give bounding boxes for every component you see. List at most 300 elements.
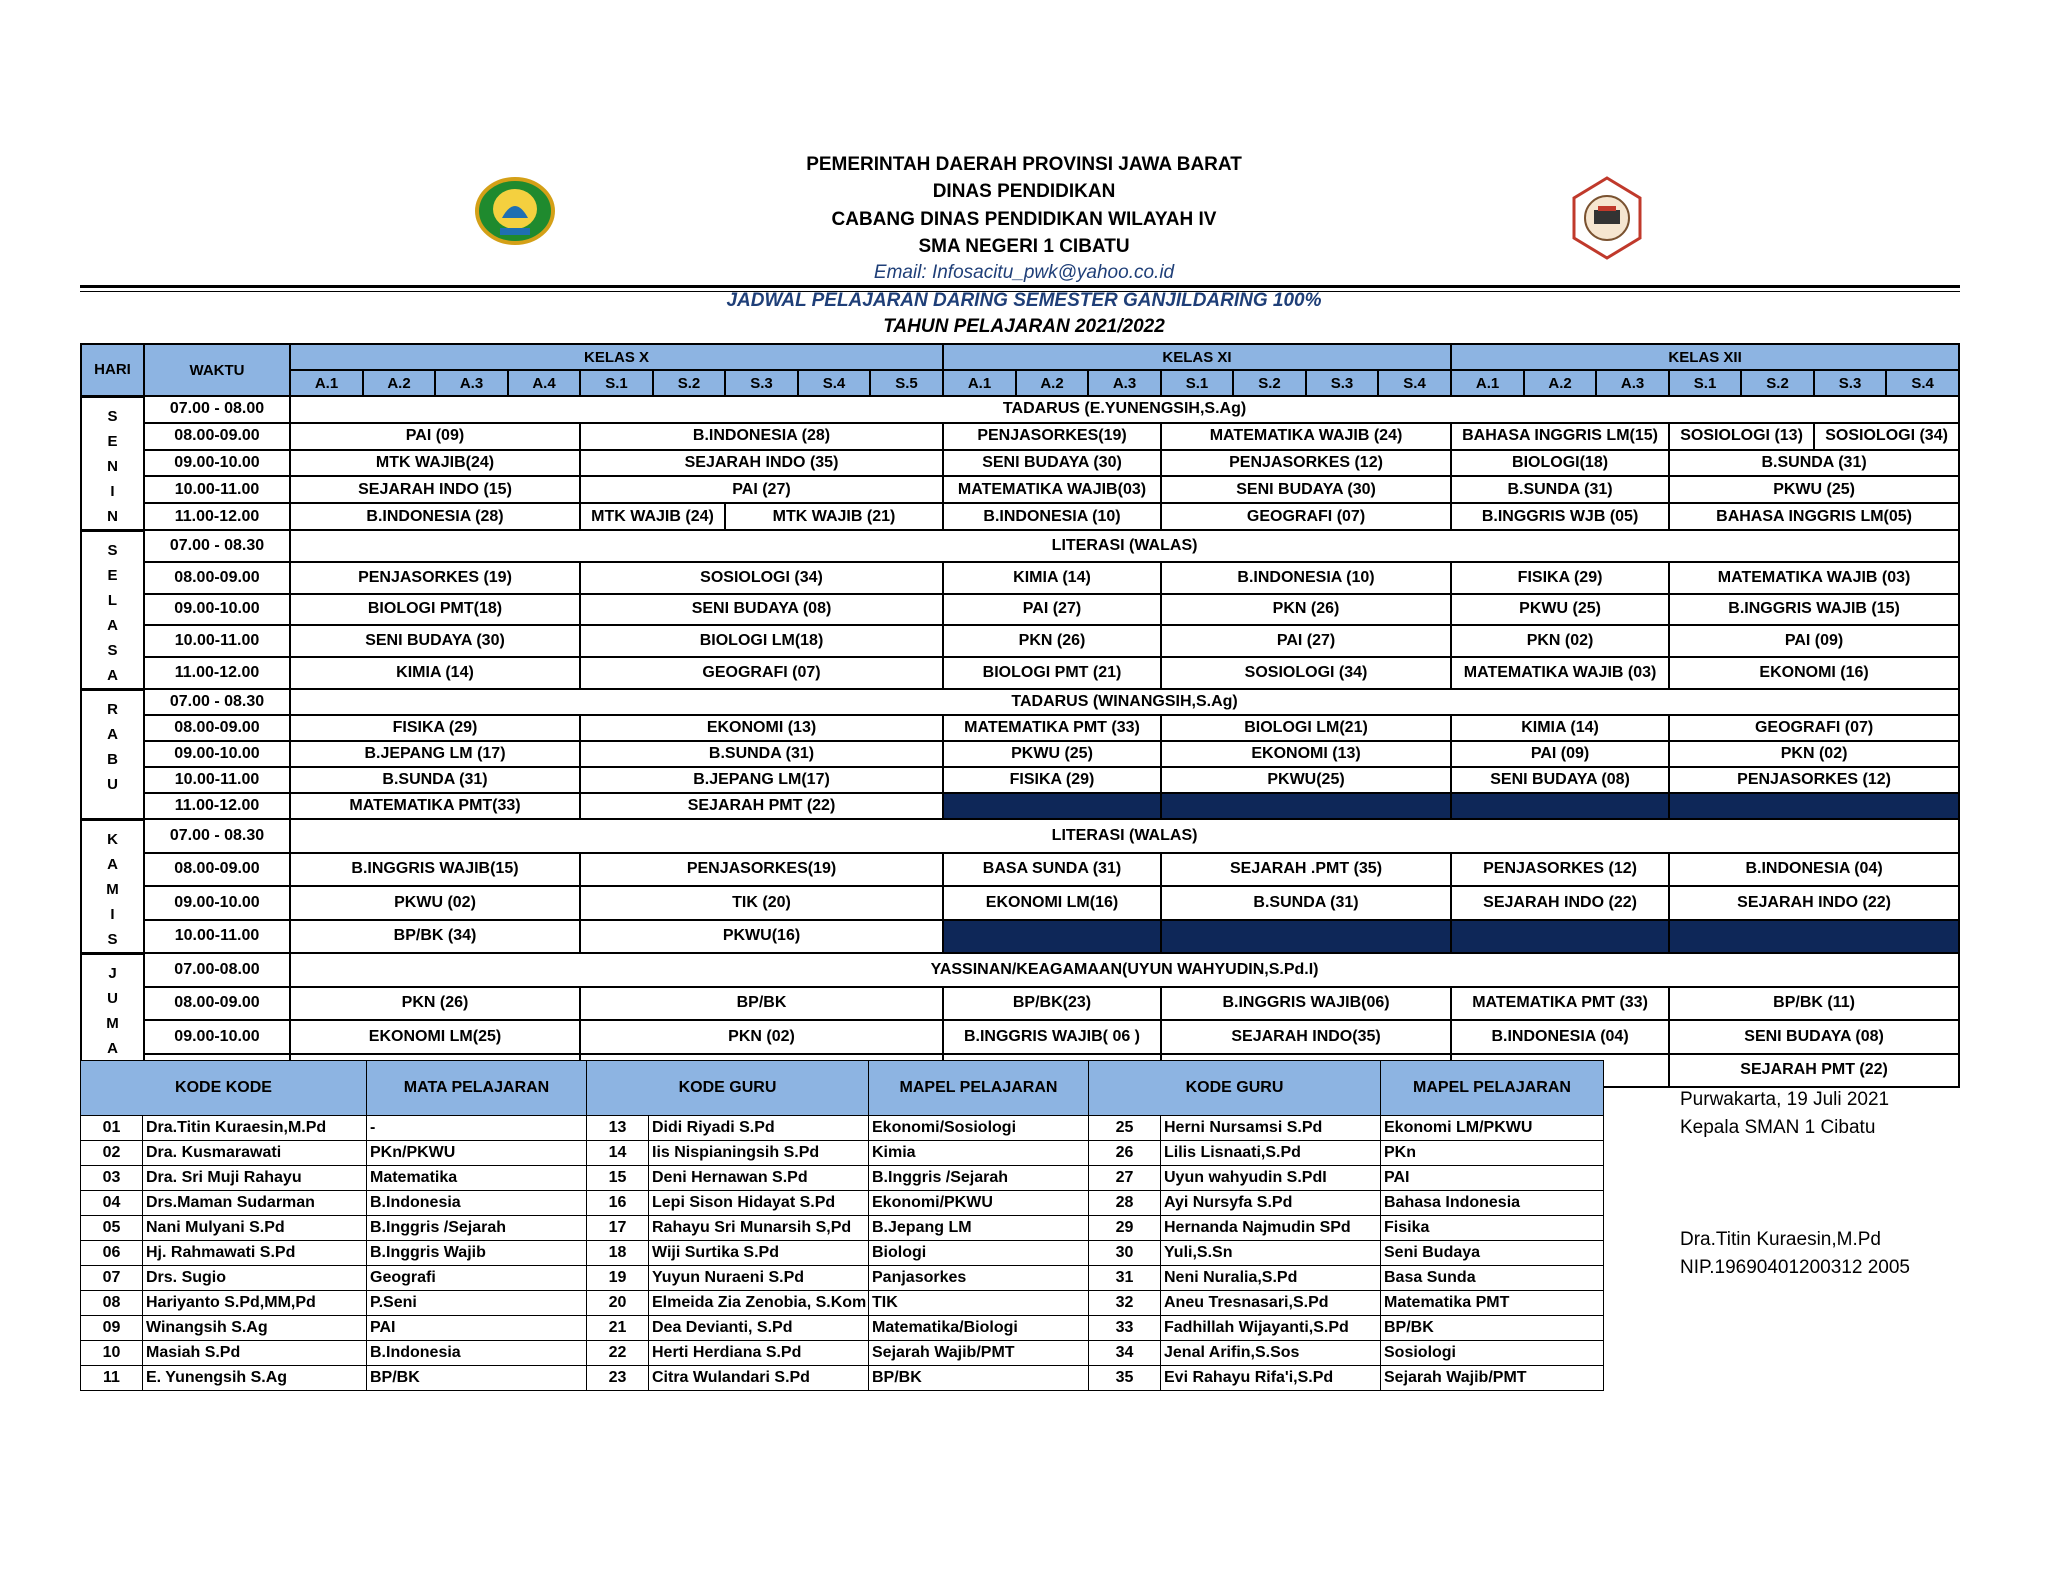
schedule-row <box>81 886 1959 920</box>
teacher-name: Fadhillah Wijayanti,S.Pd <box>1161 1316 1381 1341</box>
schedule-row <box>81 423 1959 450</box>
schedule-row <box>81 594 1959 626</box>
class-header: S.1 <box>1161 370 1233 396</box>
subject-name: Panjasorkes <box>869 1266 1089 1291</box>
subject-cell: EKONOMI (13) <box>1161 741 1451 767</box>
teacher-code-table <box>80 1060 1604 1391</box>
day-letter: S <box>107 930 118 948</box>
subject-cell: MATEMATIKA PMT(33) <box>290 793 580 819</box>
subject-cell: PKN (02) <box>1451 625 1669 657</box>
time-slot: 10.00-11.00 <box>144 920 290 954</box>
day-letter: B <box>107 750 118 768</box>
subject-cell: BIOLOGI PMT (21) <box>943 657 1161 689</box>
schedule-row <box>81 450 1959 477</box>
code-row <box>81 1341 1604 1366</box>
subject-cell: MATEMATIKA WAJIB (24) <box>1161 423 1451 450</box>
day-letter: K <box>107 830 118 848</box>
subject-cell: PAI (27) <box>1161 625 1451 657</box>
code-table-header: MATA PELAJARAN <box>367 1061 587 1116</box>
time-slot: 10.00-11.00 <box>144 625 290 657</box>
col-header-waktu: WAKTU <box>144 344 290 396</box>
teacher-name: Evi Rahayu Rifa'i,S.Pd <box>1161 1366 1381 1391</box>
subject-cell: PKN (02) <box>580 1020 943 1054</box>
subject-name: Fisika <box>1381 1216 1604 1241</box>
schedule-row <box>81 953 1959 987</box>
time-slot: 09.00-10.00 <box>144 1020 290 1054</box>
time-slot: 07.00 - 08.30 <box>144 530 290 562</box>
class-header: S.2 <box>1233 370 1306 396</box>
class-header: S.4 <box>798 370 870 396</box>
class-group-header: KELAS XII <box>1451 344 1959 370</box>
schedule-row <box>81 819 1959 853</box>
day-letter: U <box>107 989 118 1007</box>
subject-cell: MATEMATIKA WAJIB (03) <box>1451 657 1669 689</box>
subject-name: Ekonomi/PKWU <box>869 1191 1089 1216</box>
teacher-code: 35 <box>1089 1366 1161 1391</box>
subject-name: PAI <box>1381 1166 1604 1191</box>
subject-cell: MTK WAJIB(24) <box>290 450 580 477</box>
time-slot: 07.00 - 08.00 <box>144 396 290 423</box>
class-header: S.3 <box>725 370 798 396</box>
teacher-code: 19 <box>587 1266 649 1291</box>
schedule-row <box>81 715 1959 741</box>
time-slot: 11.00-12.00 <box>144 657 290 689</box>
teacher-name: Ayi Nursyfa S.Pd <box>1161 1191 1381 1216</box>
subject-cell: PENJASORKES(19) <box>580 853 943 887</box>
schedule-row <box>81 741 1959 767</box>
subject-cell: B.INGGRIS WAJIB( 06 ) <box>943 1020 1161 1054</box>
subject-name: B.Inggris Wajib <box>367 1241 587 1266</box>
day-letter: E <box>107 432 118 450</box>
time-slot: 07.00-08.00 <box>144 953 290 987</box>
subject-cell: B.SUNDA (31) <box>290 767 580 793</box>
subject-cell: SENI BUDAYA (08) <box>1451 767 1669 793</box>
subject-cell: KIMIA (14) <box>290 657 580 689</box>
subject-cell: MATEMATIKA PMT (33) <box>1451 987 1669 1021</box>
code-table-header: MAPEL PELAJARAN <box>869 1061 1089 1116</box>
schedule-table <box>80 343 1960 1089</box>
subject-cell: SOSIOLOGI (34) <box>1814 423 1959 450</box>
class-header: A.2 <box>1524 370 1596 396</box>
teacher-code: 25 <box>1089 1116 1161 1141</box>
teacher-code: 14 <box>587 1141 649 1166</box>
schedule-title: JADWAL PELAJARAN DARING SEMESTER GANJILDARING 100% <box>726 290 1322 311</box>
class-header: A.3 <box>1088 370 1161 396</box>
subject-name: PKn <box>1381 1141 1604 1166</box>
teacher-code: 02 <box>81 1141 143 1166</box>
subject-cell: B.INGGRIS WAJIB(15) <box>290 853 580 887</box>
subject-cell: PKN (26) <box>1161 594 1451 626</box>
subject-cell <box>1669 920 1959 954</box>
subject-cell: GEOGRAFI (07) <box>1669 715 1959 741</box>
subject-cell: FISIKA (29) <box>1451 562 1669 594</box>
subject-cell: EKONOMI LM(25) <box>290 1020 580 1054</box>
day-letter: I <box>110 482 115 500</box>
header-rule-thick <box>80 285 1960 288</box>
teacher-name: Uyun wahyudin S.PdI <box>1161 1166 1381 1191</box>
code-row <box>81 1291 1604 1316</box>
teacher-name: Drs.Maman Sudarman <box>143 1191 367 1216</box>
teacher-name: Wiji Surtika S.Pd <box>649 1241 869 1266</box>
subject-cell: B.INGGRIS WAJIB(06) <box>1161 987 1451 1021</box>
subject-cell: SEJARAH PMT (22) <box>580 793 943 819</box>
teacher-code: 28 <box>1089 1191 1161 1216</box>
subject-name: - <box>367 1116 587 1141</box>
subject-cell: B.SUNDA (31) <box>1161 886 1451 920</box>
subject-cell <box>1669 793 1959 819</box>
teacher-code: 27 <box>1089 1166 1161 1191</box>
subject-name: TIK <box>869 1291 1089 1316</box>
subject-name: Ekonomi/Sosiologi <box>869 1116 1089 1141</box>
schedule-row <box>81 562 1959 594</box>
schedule-row <box>81 476 1959 503</box>
subject-cell: PENJASORKES (19) <box>290 562 580 594</box>
day-letter: A <box>107 725 118 743</box>
schedule-row <box>81 853 1959 887</box>
subject-cell: BAHASA INGGRIS LM(05) <box>1669 503 1959 530</box>
code-row <box>81 1366 1604 1391</box>
teacher-code: 16 <box>587 1191 649 1216</box>
signature-position: Kepala SMAN 1 Cibatu <box>1680 1117 1876 1138</box>
subject-name: B.Inggris /Sejarah <box>869 1166 1089 1191</box>
subject-cell: B.INDONESIA (04) <box>1451 1020 1669 1054</box>
subject-cell: BAHASA INGGRIS LM(15) <box>1451 423 1669 450</box>
subject-cell: B.INDONESIA (28) <box>580 423 943 450</box>
code-row <box>81 1141 1604 1166</box>
subject-cell: BIOLOGI PMT(18) <box>290 594 580 626</box>
teacher-code: 32 <box>1089 1291 1161 1316</box>
col-header-hari: HARI <box>81 344 144 396</box>
subject-cell: SOSIOLOGI (34) <box>1161 657 1451 689</box>
time-slot: 08.00-09.00 <box>144 562 290 594</box>
subject-cell: PENJASORKES (12) <box>1161 450 1451 477</box>
time-slot: 07.00 - 08.30 <box>144 689 290 715</box>
subject-cell: FISIKA (29) <box>290 715 580 741</box>
teacher-name: Dra. Kusmarawati <box>143 1141 367 1166</box>
class-header: A.3 <box>435 370 508 396</box>
day-letter: M <box>106 880 119 898</box>
subject-name: Sejarah Wajib/PMT <box>1381 1366 1604 1391</box>
subject-cell: B.SUNDA (31) <box>1451 476 1669 503</box>
subject-cell: PAI (27) <box>943 594 1161 626</box>
class-header: A.1 <box>1451 370 1524 396</box>
subject-cell: PAI (27) <box>580 476 943 503</box>
subject-cell: SOSIOLOGI (34) <box>580 562 943 594</box>
teacher-code: 11 <box>81 1366 143 1391</box>
day-letter: S <box>107 407 118 425</box>
teacher-code: 31 <box>1089 1266 1161 1291</box>
day-letter: L <box>107 591 118 609</box>
subject-cell: SEJARAH INDO (35) <box>580 450 943 477</box>
full-width-activity: YASSINAN/KEAGAMAAN(UYUN WAHYUDIN,S.Pd.I) <box>290 953 1959 987</box>
teacher-name: Hariyanto S.Pd,MM,Pd <box>143 1291 367 1316</box>
subject-cell: B.SUNDA (31) <box>580 741 943 767</box>
teacher-code: 13 <box>587 1116 649 1141</box>
schedule-row <box>81 767 1959 793</box>
teacher-name: Nani Mulyani S.Pd <box>143 1216 367 1241</box>
subject-cell: BP/BK (11) <box>1669 987 1959 1021</box>
subject-cell: B.SUNDA (31) <box>1669 450 1959 477</box>
teacher-code: 05 <box>81 1216 143 1241</box>
class-header: S.4 <box>1886 370 1959 396</box>
schedule-row <box>81 657 1959 689</box>
subject-cell: B.JEPANG LM(17) <box>580 767 943 793</box>
teacher-name: Hj. Rahmawati S.Pd <box>143 1241 367 1266</box>
day-letter: A <box>107 616 118 634</box>
day-letter: J <box>108 964 117 982</box>
subject-name: Kimia <box>869 1141 1089 1166</box>
subject-name: B.Jepang LM <box>869 1216 1089 1241</box>
teacher-code: 34 <box>1089 1341 1161 1366</box>
subject-cell <box>943 920 1161 954</box>
teacher-code: 29 <box>1089 1216 1161 1241</box>
subject-cell: PKWU (25) <box>1669 476 1959 503</box>
subject-cell: MTK WAJIB (21) <box>725 503 943 530</box>
subject-cell: PENJASORKES (12) <box>1669 767 1959 793</box>
subject-name: Matematika/Biologi <box>869 1316 1089 1341</box>
class-header: A.1 <box>943 370 1016 396</box>
day-letter: N <box>107 507 118 525</box>
code-table-header: MAPEL PELAJARAN <box>1381 1061 1604 1116</box>
header-line-2: DINAS PENDIDIKAN <box>932 181 1116 202</box>
subject-cell: B.INDONESIA (10) <box>943 503 1161 530</box>
subject-cell: PKWU(25) <box>1161 767 1451 793</box>
time-slot: 09.00-10.00 <box>144 450 290 477</box>
class-header: S.3 <box>1306 370 1378 396</box>
code-row <box>81 1166 1604 1191</box>
teacher-name: Didi Riyadi S.Pd <box>649 1116 869 1141</box>
full-width-activity: TADARUS (WINANGSIH,S.Ag) <box>290 689 1959 715</box>
teacher-code: 22 <box>587 1341 649 1366</box>
teacher-code: 03 <box>81 1166 143 1191</box>
teacher-name: Yuli,S.Sn <box>1161 1241 1381 1266</box>
subject-cell: SENI BUDAYA (08) <box>580 594 943 626</box>
teacher-code: 10 <box>81 1341 143 1366</box>
header-line-3: CABANG DINAS PENDIDIKAN WILAYAH IV <box>831 209 1217 230</box>
subject-name: B.Inggris /Sejarah <box>367 1216 587 1241</box>
full-width-activity: TADARUS (E.YUNENGSIH,S.Ag) <box>290 396 1959 423</box>
teacher-name: Rahayu Sri Munarsih S,Pd <box>649 1216 869 1241</box>
time-slot: 09.00-10.00 <box>144 886 290 920</box>
schedule-row <box>81 987 1959 1021</box>
subject-cell: SENI BUDAYA (08) <box>1669 1020 1959 1054</box>
day-letter: M <box>106 1014 119 1032</box>
day-letter: N <box>107 457 118 475</box>
teacher-name: Citra Wulandari S.Pd <box>649 1366 869 1391</box>
subject-name: Seni Budaya <box>1381 1241 1604 1266</box>
schedule-row <box>81 396 1959 423</box>
schedule-row <box>81 1020 1959 1054</box>
subject-name: B.Indonesia <box>367 1191 587 1216</box>
subject-cell: PKN (26) <box>290 987 580 1021</box>
subject-cell: SEJARAH INDO(35) <box>1161 1020 1451 1054</box>
day-letter: S <box>107 541 118 559</box>
class-group-header: KELAS X <box>290 344 943 370</box>
day-letter: U <box>107 775 118 793</box>
subject-name: BP/BK <box>1381 1316 1604 1341</box>
subject-cell: PAI (09) <box>1451 741 1669 767</box>
subject-cell: PKN (02) <box>1669 741 1959 767</box>
class-header: A.4 <box>508 370 580 396</box>
day-letter: A <box>107 855 118 873</box>
subject-cell: FISIKA (29) <box>943 767 1161 793</box>
schedule-row <box>81 689 1959 715</box>
subject-cell: PKWU (25) <box>1451 594 1669 626</box>
teacher-code: 17 <box>587 1216 649 1241</box>
subject-cell: GEOGRAFI (07) <box>580 657 943 689</box>
time-slot: 08.00-09.00 <box>144 715 290 741</box>
teacher-code: 15 <box>587 1166 649 1191</box>
subject-cell: BP/BK <box>580 987 943 1021</box>
subject-name: Matematika <box>367 1166 587 1191</box>
schedule-row <box>81 920 1959 954</box>
subject-name: P.Seni <box>367 1291 587 1316</box>
subject-name: B.Indonesia <box>367 1341 587 1366</box>
teacher-name: Dra. Sri Muji Rahayu <box>143 1166 367 1191</box>
subject-cell: PAI (09) <box>290 423 580 450</box>
code-row <box>81 1266 1604 1291</box>
class-header: S.4 <box>1378 370 1451 396</box>
teacher-name: Hernanda Najmudin SPd <box>1161 1216 1381 1241</box>
teacher-code: 06 <box>81 1241 143 1266</box>
time-slot: 10.00-11.00 <box>144 476 290 503</box>
code-row <box>81 1241 1604 1266</box>
teacher-name: Aneu Tresnasari,S.Pd <box>1161 1291 1381 1316</box>
class-header: S.1 <box>1669 370 1741 396</box>
subject-cell: PKWU(16) <box>580 920 943 954</box>
subject-cell: BASA SUNDA (31) <box>943 853 1161 887</box>
class-header: A.2 <box>1016 370 1088 396</box>
time-slot: 08.00-09.00 <box>144 853 290 887</box>
teacher-code: 18 <box>587 1241 649 1266</box>
teacher-name: Yuyun Nuraeni S.Pd <box>649 1266 869 1291</box>
teacher-name: Dra.Titin Kuraesin,M.Pd <box>143 1116 367 1141</box>
header-line-4: SMA NEGERI 1 CIBATU <box>918 236 1130 257</box>
subject-cell <box>1161 920 1451 954</box>
teacher-code: 01 <box>81 1116 143 1141</box>
teacher-code: 04 <box>81 1191 143 1216</box>
subject-cell <box>943 793 1161 819</box>
teacher-name: Neni Nuralia,S.Pd <box>1161 1266 1381 1291</box>
subject-cell: SENI BUDAYA (30) <box>1161 476 1451 503</box>
day-letter: S <box>107 641 118 659</box>
subject-name: Sejarah Wajib/PMT <box>869 1341 1089 1366</box>
teacher-code: 23 <box>587 1366 649 1391</box>
class-header: S.5 <box>870 370 943 396</box>
subject-cell <box>1161 793 1451 819</box>
day-label <box>81 689 144 819</box>
schedule-row <box>81 793 1959 819</box>
day-label <box>81 530 144 689</box>
subject-name: Bahasa Indonesia <box>1381 1191 1604 1216</box>
full-width-activity: LITERASI (WALAS) <box>290 530 1959 562</box>
header-line-1: PEMERINTAH DAERAH PROVINSI JAWA BARAT <box>806 154 1242 175</box>
teacher-name: Elmeida Zia Zenobia, S.Kom <box>649 1291 869 1316</box>
class-header: S.2 <box>1741 370 1814 396</box>
teacher-name: Jenal Arifin,S.Sos <box>1161 1341 1381 1366</box>
code-row <box>81 1316 1604 1341</box>
code-table-header: KODE GURU <box>1089 1061 1381 1116</box>
subject-cell: B.INDONESIA (04) <box>1669 853 1959 887</box>
teacher-code: 08 <box>81 1291 143 1316</box>
subject-cell: KIMIA (14) <box>943 562 1161 594</box>
schedule-row <box>81 625 1959 657</box>
teacher-name: Lepi Sison Hidayat S.Pd <box>649 1191 869 1216</box>
subject-cell: EKONOMI (13) <box>580 715 943 741</box>
subject-cell: EKONOMI LM(16) <box>943 886 1161 920</box>
teacher-name: Deni Hernawan S.Pd <box>649 1166 869 1191</box>
subject-cell: SEJARAH .PMT (35) <box>1161 853 1451 887</box>
signature-name: Dra.Titin Kuraesin,M.Pd <box>1680 1229 1881 1250</box>
code-row <box>81 1116 1604 1141</box>
subject-cell: SENI BUDAYA (30) <box>290 625 580 657</box>
class-header: A.2 <box>363 370 435 396</box>
subject-cell: PENJASORKES (12) <box>1451 853 1669 887</box>
teacher-name: Lilis Lisnaati,S.Pd <box>1161 1141 1381 1166</box>
subject-cell <box>1451 920 1669 954</box>
time-slot: 10.00-11.00 <box>144 767 290 793</box>
class-header: S.3 <box>1814 370 1886 396</box>
day-letter: A <box>107 1039 118 1057</box>
schedule-row <box>81 530 1959 562</box>
teacher-name: Dea Devianti, S.Pd <box>649 1316 869 1341</box>
teacher-code: 33 <box>1089 1316 1161 1341</box>
teacher-code: 30 <box>1089 1241 1161 1266</box>
subject-cell: GEOGRAFI (07) <box>1161 503 1451 530</box>
subject-name: Matematika PMT <box>1381 1291 1604 1316</box>
subject-name: BP/BK <box>869 1366 1089 1391</box>
time-slot: 09.00-10.00 <box>144 741 290 767</box>
subject-name: PKn/PKWU <box>367 1141 587 1166</box>
subject-cell: KIMIA (14) <box>1451 715 1669 741</box>
subject-cell: PKN (26) <box>943 625 1161 657</box>
subject-cell: MATEMATIKA WAJIB (03) <box>1669 562 1959 594</box>
time-slot: 07.00 - 08.30 <box>144 819 290 853</box>
subject-cell: BIOLOGI LM(21) <box>1161 715 1451 741</box>
time-slot: 08.00-09.00 <box>144 423 290 450</box>
code-table-header: KODE KODE <box>81 1061 367 1116</box>
subject-cell: SOSIOLOGI (13) <box>1669 423 1814 450</box>
class-group-header: KELAS XI <box>943 344 1451 370</box>
code-row <box>81 1191 1604 1216</box>
schedule-row <box>81 503 1959 530</box>
class-header: A.3 <box>1596 370 1669 396</box>
subject-cell: SEJARAH INDO (22) <box>1669 886 1959 920</box>
signature-place-date: Purwakarta, 19 Juli 2021 <box>1680 1089 1890 1110</box>
subject-cell: B.INGGRIS WAJIB (15) <box>1669 594 1959 626</box>
subject-cell: MATEMATIKA WAJIB(03) <box>943 476 1161 503</box>
teacher-name: Winangsih S.Ag <box>143 1316 367 1341</box>
subject-name: Ekonomi LM/PKWU <box>1381 1116 1604 1141</box>
teacher-name: Masiah S.Pd <box>143 1341 367 1366</box>
code-table-header: KODE GURU <box>587 1061 869 1116</box>
day-letter: I <box>110 905 115 923</box>
subject-name: PAI <box>367 1316 587 1341</box>
subject-name: Sosiologi <box>1381 1341 1604 1366</box>
day-label <box>81 819 144 953</box>
subject-cell: BP/BK (34) <box>290 920 580 954</box>
day-label <box>81 396 144 530</box>
subject-name: Basa Sunda <box>1381 1266 1604 1291</box>
teacher-code: 07 <box>81 1266 143 1291</box>
class-header: S.1 <box>580 370 653 396</box>
subject-cell: SEJARAH PMT (22) <box>1669 1054 1959 1088</box>
teacher-name: Iis Nispianingsih S.Pd <box>649 1141 869 1166</box>
subject-cell: B.INDONESIA (10) <box>1161 562 1451 594</box>
subject-cell: MATEMATIKA PMT (33) <box>943 715 1161 741</box>
time-slot: 11.00-12.00 <box>144 793 290 819</box>
teacher-name: Drs. Sugio <box>143 1266 367 1291</box>
